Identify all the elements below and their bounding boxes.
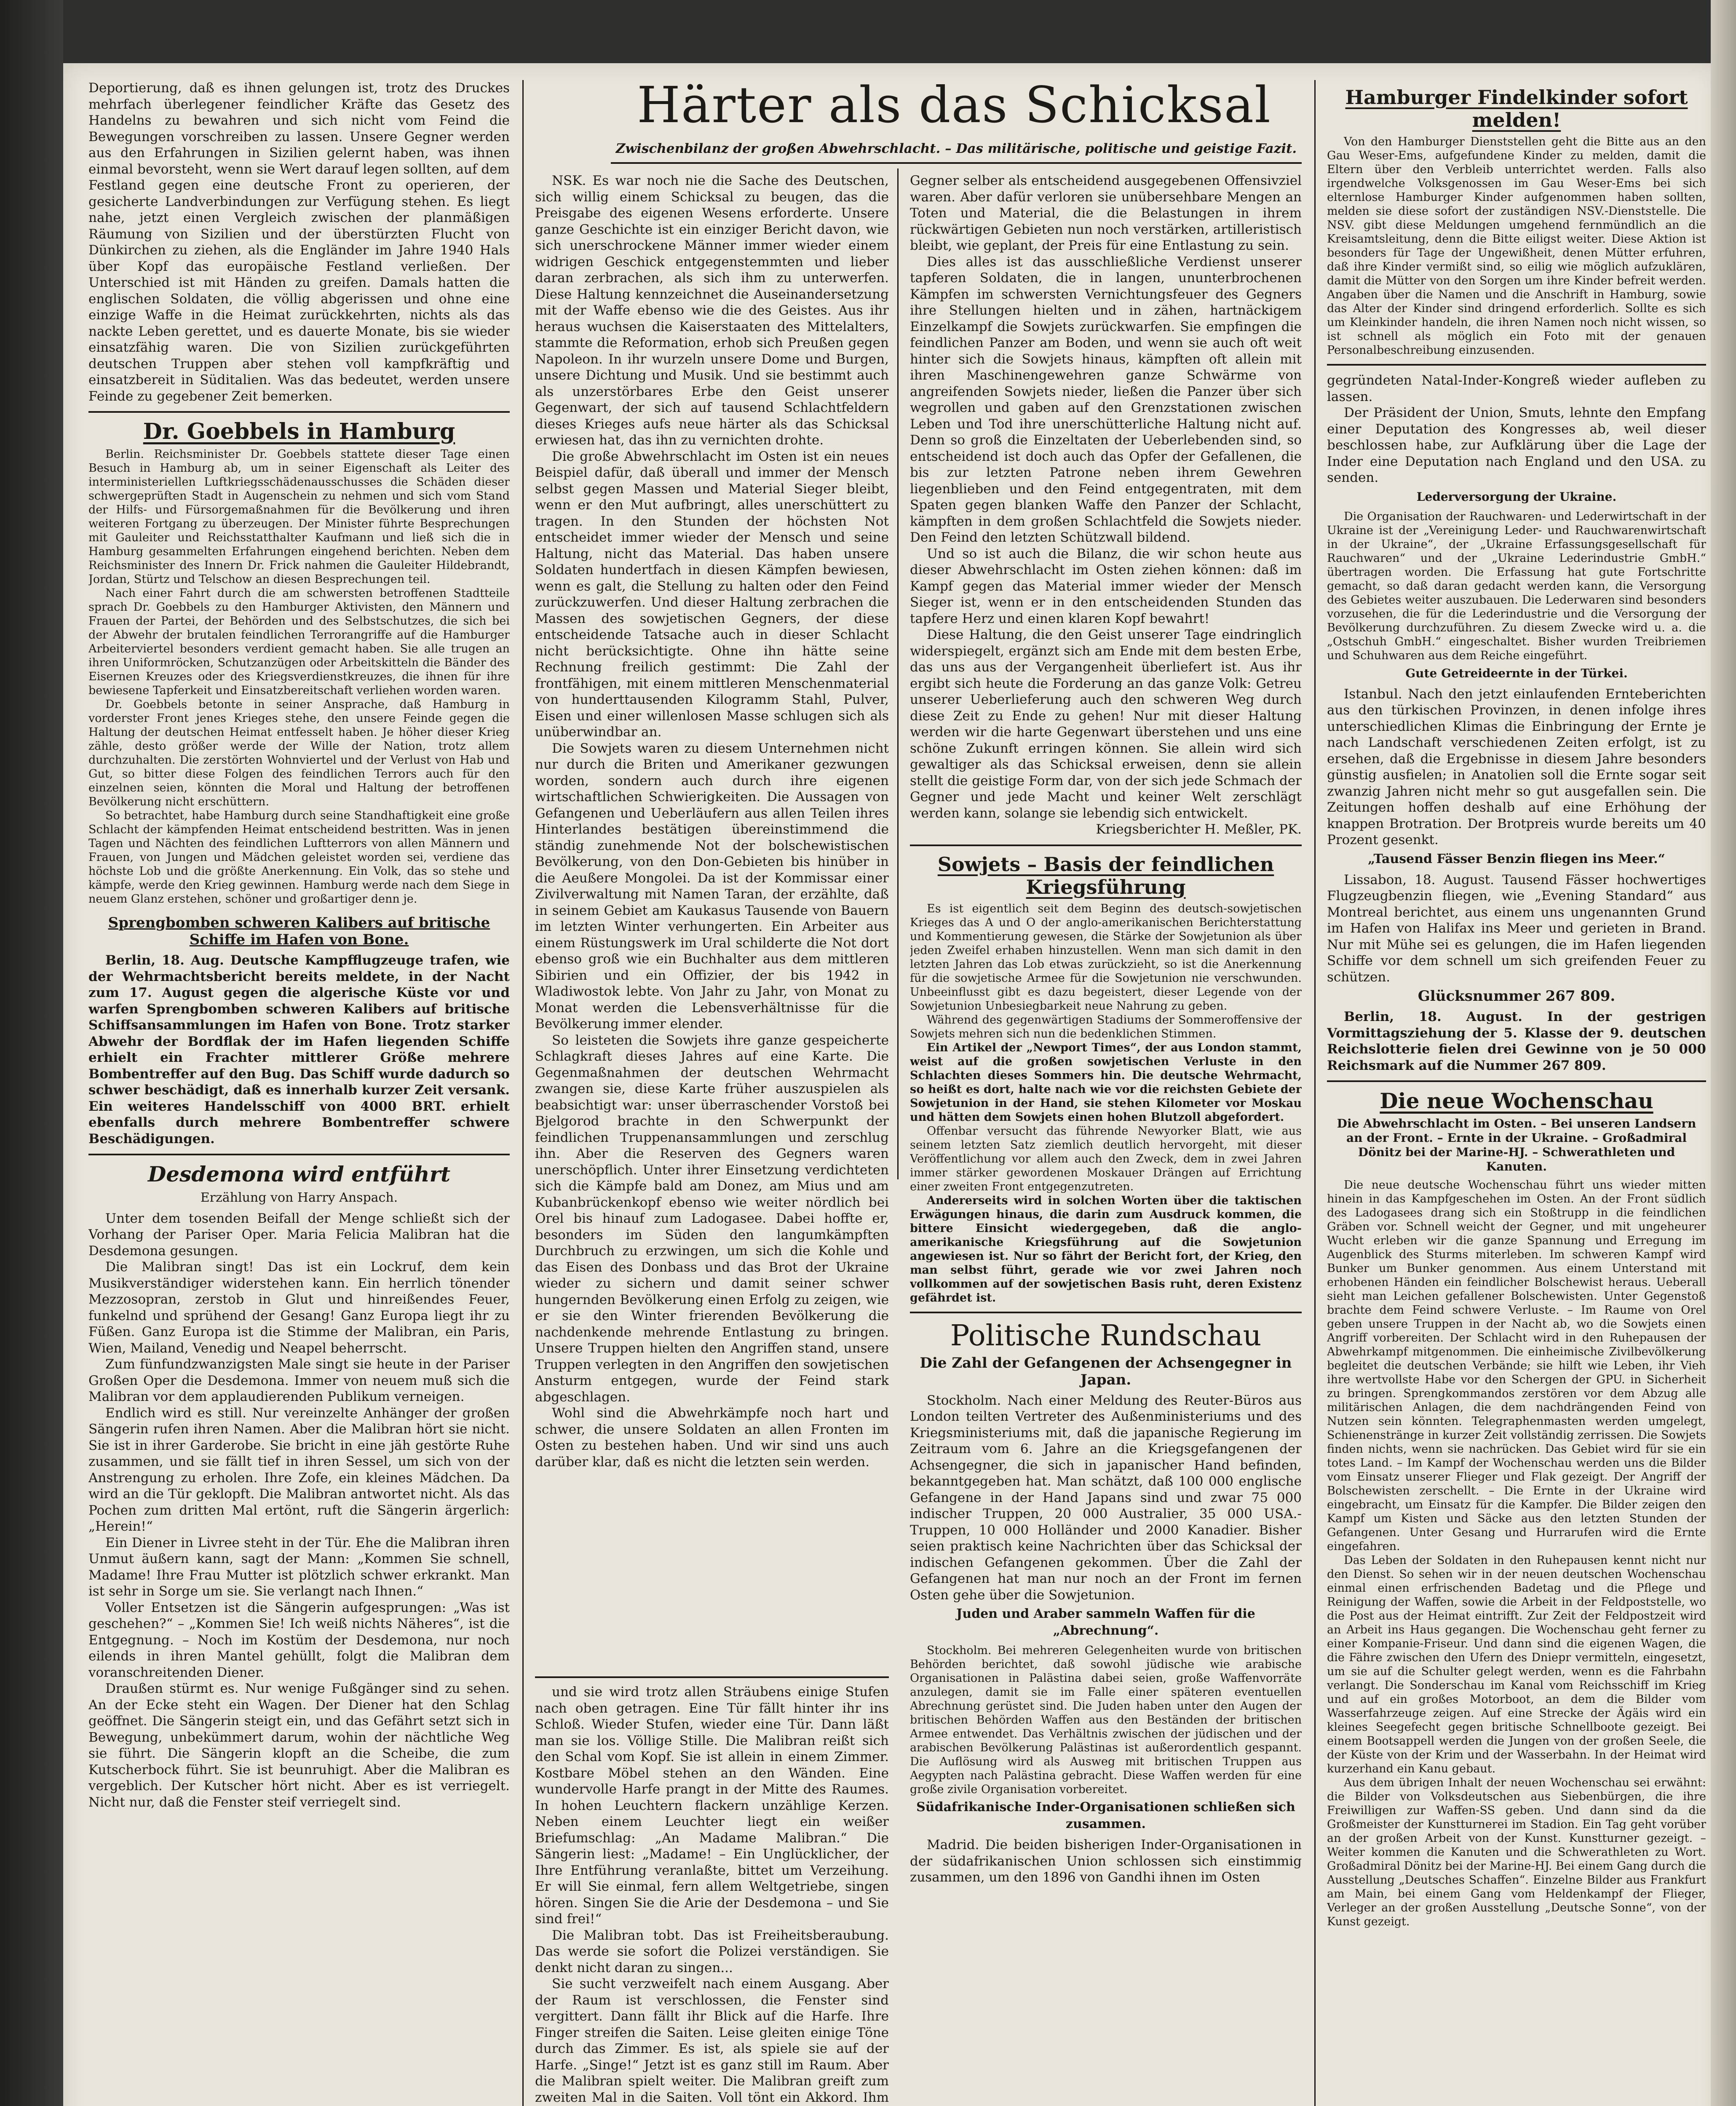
paragraph: Andererseits wird in solchen Worten über die taktischen Erwägungen hinaus, die darin zum Ausdruck kommen, die bittere Einsicht wiedergegeben, daß die anglo-amerikanische Kriegsführung auf die Sowjetunion angewiesen ist. Nur so fährt der Bericht fort, der Krieg, den man selbst führt, gerade wie vor zwei Jahren noch vollkommen auf der sowjetischen Basis ruht, deren Existenz gefährdet ist.: [910, 1194, 1302, 1304]
newspaper-page: [63, 63, 1719, 2106]
column-3: [910, 173, 1302, 2106]
section-subtitle: Die Abwehrschlacht im Osten. – Bei unseren Landsern an der Front. – Ernte in der Ukraine. – Großadmiral Dönitz bei der Marine-HJ. – Schwerathleten und Kanuten.: [1337, 1117, 1696, 1173]
section-subtitle: Südafrikanische Inder-Organisationen schließen sich zusammen.: [916, 1800, 1295, 1831]
paragraph: Der Präsident der Union, Smuts, lehnte den Empfang einer Deputation des Kongresses ab, weil dieser beschlossen habe, zur Aufklärung über die Lage der Inder eine Deputation nach England und den USA. zu senden.: [1327, 405, 1706, 485]
section-subtitle: Juden und Araber sammeln Waffen für die „Abrechnung“.: [956, 1606, 1255, 1638]
divider: [88, 411, 510, 413]
paragraph: Deportierung, daß es ihnen gelungen ist, trotz des Druckes mehrfach überlegener feindlicher Kräfte das Gesetz des Handelns zu bewahren und sich nicht vom Feind die Bewegungen vorschreiben zu lassen. Unsere Gegner werden aus den Erfahrungen in Sizilien gelernt haben, was ihnen einmal bevorsteht, wenn sie Wert darauf legen sollten, auf dem Festland gegen eine deutsche Front zu operieren, der gesicherte Landverbindungen zur Verfügung stehen. Es liegt nahe, jetzt einen Vergleich zwischen der planmäßigen Räumung von Sizilien und der überstürzten Flucht von Dünkirchen zu ziehen, als die Engländer im Jahre 1940 Hals über Kopf das europäische Festland verließen. Der Unterschied ist mit Händen zu greifen. Damals hatten die englischen Soldaten, die völlig abgerissen und ohne eine einzige Waffe in die Heimat zurückkehrten, nichts als das nackte Leben gerettet, und es dauerte Monate, bis sie wieder einsatzfähig waren. Die von Sizilien zurückgeführten deutschen Truppen aber stehen voll kampfkräftig und einsatzbereit in Süditalien. Was das bedeutet, werden unsere Feinde zu gegebener Zeit bemerken.: [88, 80, 510, 404]
section-title: Sowjets – Basis der feindlichen Kriegsführung: [937, 853, 1274, 898]
byline: Erzählung von Harry Anspach.: [200, 1190, 398, 1205]
wochenschau-article: [1327, 1089, 1706, 1929]
paragraph: Die Sowjets waren zu diesem Unternehmen nicht nur durch die Briten und Amerikaner gezwungen worden, sondern auch durch ihre eigenen wirtschaftlichen Schwierigkeiten. Die Aussagen von Gefangenen und Ueberläufern aus allen Teilen ihres Hinterlandes bestätigen übereinstimmend die ständig zunehmende Not der bolschewistischen Bevölkerung, von den Don-Gebieten bis hinüber in die Aeußere Mongolei. Da ist der Kommissar einer Zivilverwaltung mit Namen Taran, der erzählte, daß in seinem Gebiet am Kaukasus Tausende von Bauern im letzten Winter verhungerten. Ein Arbeiter aus einem Rüstungswerk im Ural schilderte die Not dort ebenso groß wie ein Buchhalter aus dem mittleren Sibirien und ein Offizier, der bis 1942 in Wladiwostok lebte. Von Jahr zu Jahr, von Monat zu Monat werden die Lebensverhältnisse für die Bevölkerung immer elender.: [535, 740, 889, 1032]
paragraph: Die große Abwehrschlacht im Osten ist ein neues Beispiel dafür, daß überall und immer der Mensch selbst gegen Massen und Material Sieger bleibt, wenn er den Mut aufbringt, alles unerschüttert zu tragen. In den Stunden der höchsten Not entscheidet immer wieder der Mensch und seine Haltung, nicht das Material. Das haben unsere Soldaten hundertfach in diesen Kämpfen bewiesen, wenn es galt, die Stellung zu halten oder den Feind zurückzuwerfen. Und dieser Haltung zerbrachen die Massen des sowjetischen Gegners, der diese entscheidende Tatsache auch in dieser Schlacht nicht berücksichtigte. Ohne ihn hätte seine Rechnung freilich gestimmt: Die Zahl der frontfähigen, mit einem mittleren Menschenmaterial von hunderttausenden Kilogramm Stahl, Pulver, Eisen und einer willenlosen Masse schlugen sich als unüberwindbar an.: [535, 449, 889, 740]
column-rule-3: [1314, 80, 1316, 2106]
column-rule-2: [897, 168, 899, 1179]
paragraph: So leisteten die Sowjets ihre ganze gespeicherte Schlagkraft dieses Jahres auf eine Karte. Die Gegenmaßnahmen der deutschen Wehrmacht zwangen sie, diese Karte früher auszuspielen als beabsichtigt war: unser überraschender Vorstoß bei Bjelgorod brachte in den Schwerpunkt der feindlichen Truppenansammlungen und zerschlug ihn. Aber die Reserven des Gegners waren unerschöpflich. Unter ihrer Einsetzung verdichteten sich die Kämpfe bald am Donez, am Mius und am Kubanbrückenkopf ebenso wie weiter nördlich bei Orel bis hinauf zum Ladogasee. Dabei hoffte er, besonders im Süden den langumkämpften Durchbruch zu erzwingen, um sich die Kohle und das Eisen des Donbass und das Brot der Ukraine wieder zu sichern und damit seiner schwer hungernden Bevölkerung einen Erfolg zu zeigen, wie er sie den Winter frierenden Bevölkerung die nachdenkende mehrende Entlastung zu bringen. Unsere Truppen hielten den Angriffen stand, unsere Truppen verlegten in den Angriffen den sowjetischen Ansturm entgegen, wurde der Feind stark abgeschlagen.: [535, 1032, 889, 1405]
adjacent-page-edge: [1711, 0, 1736, 2106]
paragraph: Voller Entsetzen ist die Sängerin aufgesprungen: „Was ist geschehen?“ – „Kommen Sie! Ich weiß nichts Näheres“, ist die Entgegnung. – Noch im Kostüm der Desdemona, nur noch eilends in ihren Mantel gehüllt, folgt die Malibran dem voranschreitenden Diener.: [88, 1600, 510, 1680]
divider: [910, 1312, 1302, 1313]
paragraph: Und so ist auch die Bilanz, die wir schon heute aus dieser Abwehrschlacht im Osten ziehen können: daß im Kampf gegen das Material immer wieder der Mensch Sieger ist, wenn er in den entscheidenden Stunden das tapfere Herz und einen klaren Kopf bewahrt!: [910, 546, 1302, 626]
paragraph: Gegner selber als entscheidend ausgegebenen Offensivziel waren. Aber dafür verloren sie unübersehbare Mengen an Toten und Material, die die Belastungen in ihrem rückwärtigen Gebieten nun noch verstärken, artilleristisch bleibt, wie geplant, der Preis für eine Entlastung zu sein.: [910, 173, 1302, 253]
section-title: Sprengbomben schweren Kalibers auf britische Schiffe im Hafen von Bone.: [108, 914, 490, 948]
column-2: [535, 173, 889, 1672]
paragraph: Zum fünfundzwanzigsten Male singt sie heute in der Pariser Großen Oper die Desdemona. Immer von neuem muß sich die Malibran vor dem applaudierenden Publikum verneigen.: [88, 1357, 510, 1404]
findelkinder-article: [1327, 86, 1706, 357]
paragraph: Ein Diener in Livree steht in der Tür. Ehe die Malibran ihren Unmut äußern kann, sagt der Mann: „Kommen Sie schnell, Madame! Ihre Frau Mutter ist plötzlich schwer erkrankt. Man ist sehr in Sorge um sie. Sie verlangt nach Ihnen.“: [88, 1535, 510, 1599]
paragraph: Dr. Goebbels betonte in seiner Ansprache, daß Hamburg in vorderster Front jenes Krieges stehe, den unsere Feinde gegen die Haltung der deutschen Heimat entfesselt haben. Je höher dieser Krieg zähle, desto größer werde der Wille der Nation, trotz allem durchzuhalten. Die zerstörten Wohnviertel und der Verlust von Hab und Gut, so bitter diese Folgen des feindlichen Terrors auch für den einzelnen seien, könnten die Moral und Haltung der betroffenen Bevölkerung nicht erschüttern.: [88, 698, 510, 808]
desdemona-continuation: [535, 1676, 889, 2106]
paragraph: NSK. Es war noch nie die Sache des Deutschen, sich willig einem Schicksal zu beugen, das die Preisgabe des eigenen Wesens erforderte. Unsere ganze Geschichte ist ein einziger Bericht davon, wie sich unerschrockene Männer immer wieder einem widrigen Geschick entgegenstemmten und lieber daran zerbrachen, als sich ihm zu unterwerfen. Diese Haltung kennzeichnet die Auseinandersetzung mit der Waffe ebenso wie die des Geistes. Aus ihr heraus wuchsen die Kaiserstaaten des Mittelalters, stammte die Reformation, erhob sich Preußen gegen Napoleon. In ihr wurzeln unsere Dome und Burgen, unsere Dichtung und Musik. Und sie bestimmt auch als unzerstörbares Erbe den Geist unserer Gegenwart, der sich auf tausend Schlachtfeldern dieses Krieges aufs neue härter als das Schicksal erwiesen hat, das ihn zu vernichten drohte.: [535, 173, 889, 448]
column-1: [88, 80, 510, 2106]
paragraph: Sie sucht verzweifelt nach einem Ausgang. Aber der Raum ist verschlossen, die Fenster sind vergittert. Dann fällt ihr Blick auf die Harfe. Ihre Finger streifen die Saiten. Leise gleiten einige Töne durch das Zimmer. Es ist, als spiele sie auf der Harfe. „Singe!“ Jetzt ist es ganz still im Raum. Aber die Malibran spielt weiter. Die Malibran greift zum zweiten Mal in die Saiten. Voll tönt ein Akkord. Ihm: [535, 1976, 889, 2105]
sowjets-article: [910, 853, 1302, 1305]
section-title: Politische Rundschau: [950, 1319, 1262, 1352]
subheadline: Zwischenbilanz der großen Abwehrschlacht. – Das militärische, politische und geistige Fazit.: [615, 141, 1297, 156]
divider: [910, 845, 1302, 846]
section-title: Hamburger Findelkinder sofort melden!: [1345, 86, 1688, 131]
column-4: [1327, 80, 1706, 2106]
paragraph: Endlich wird es still. Nur vereinzelte Anhänger der großen Sängerin rufen ihren Namen. Aber die Malibran hört sie nicht. Sie ist in ihrer Garderobe. Sie bricht in eine jäh gestörte Ruhe zusammen, und sie fällt tief in ihren Sessel, um sich von der Anstrengung zu erholen. Ihre Zofe, ein kleines Mädchen. Da wird an die Tür geklopft. Die Malibran antwortet nicht. Als das Pochen zum dritten Mal ertönt, ruft die Sängerin ärgerlich: „Herein!“: [88, 1405, 510, 1534]
author-signoff: Kriegsberichter H. Meßler, PK.: [1096, 822, 1302, 837]
paragraph: Es ist eigentlich seit dem Beginn des deutsch-sowjetischen Krieges das A und O der anglo-amerikanischen Berichterstattung und Kommentierung gewesen, die Stärke der Sowjetunion als über jeden Zweifel erhaben hinzustellen. Wenn man sich damit in den letzten Jahren das Lob etwas zurückzieht, so ist die Anerkennung für die sowjetische Armee für die Sowjetunion nie verschwunden. Unbeeinflusst gibt es dazu begeistert, dieser Legende von der Sowjetunion Unbesiegbarkeit neue Nahrung zu geben.: [910, 902, 1302, 1013]
paragraph: Berlin, 18. August. In der gestrigen Vormittagsziehung der 5. Klasse der 9. deutschen Reichslotterie fielen drei Gewinne von je 50 000 Reichsmark auf die Nummer 267 809.: [1327, 1009, 1706, 1073]
paragraph: Wohl sind die Abwehrkämpfe noch hart und schwer, die unsere Soldaten an allen Fronten im Osten zu bestehen haben. Und wir sind uns auch darüber klar, daß es nicht die letzten sein werden.: [535, 1406, 889, 1470]
headline-rule: [611, 162, 1302, 164]
paragraph: So betrachtet, habe Hamburg durch seine Standhaftigkeit eine große Schlacht der kämpfenden Heimat entscheidend bestritten. Was in jenen Tagen und Nächten des feindlichen Luftterrors von allen Männern und Frauen, von Jungen und Mädchen geleistet worden sei, verdiene das höchste Lob und die größte Anerkennung. Ein Volk, das so stehe und kämpfe, werde den Krieg gewinnen. Hamburg werde nach dem Siege in neuem Glanz erstehen, schöner und großartiger denn je.: [88, 809, 510, 906]
binding-edge: [0, 0, 63, 2106]
goebbels-article: [88, 420, 510, 906]
paragraph: Madrid. Die beiden bisherigen Inder-Organisationen in der südafrikanischen Union schlossen sich einstimmig zusammen, um den 1896 von Gandhi ihnen im Osten: [910, 1837, 1302, 1885]
divider: [535, 1676, 889, 1678]
section-subtitle: „Tausend Fässer Benzin fliegen ins Meer.“: [1368, 851, 1665, 866]
desdemona-article: [88, 1162, 510, 1810]
paragraph: Dies alles ist das ausschließliche Verdienst unserer tapferen Soldaten, die in langen, ununterbrochenen Kämpfen im schwersten Vernichtungsfeuer des Gegners ihre Stellungen hielten und in zähen, hartnäckigem Einzelkampf die Sowjets zurückwarfen. Sie empfingen die feindlichen Panzer am Boden, und wenn sie auch oft weit hinter sich die Sowjets hinaus, kämpften oft allein mit ihren Maschinengewehren ganze Schwärme von angreifenden Sowjets nieder, ließen die Panzer über sich wegrollen und gaben auf den Grenzstationen zwischen Leben und Tod ihre unerschütterliche Haltung nicht auf. Denn so groß die Einzeltaten der Ueberlebenden sind, so entscheidend ist doch auch das Opfer der Gefallenen, die bis zur letzten Patrone neben ihrem Gewehren liegenblieben und den Feind entgegentraten, mit dem Spaten gegen blanken Waffe den Panzer der Schlacht, kämpften in dem großen Schlachtfeld die Sowjets nieder. Den Feind den letzten Schützwall bildend.: [910, 254, 1302, 545]
paragraph: Nach einer Fahrt durch die am schwersten betroffenen Stadtteile sprach Dr. Goebbels zu den Hamburger Aktivisten, den Männern und Frauen der Partei, der Behörden und des Selbstschutzes, die sich bei der Abwehr der brutalen feindlichen Terrorangriffe auf die Hamburger Arbeiterviertel besonders verdient gemacht haben. Sie alle trugen an ihren Uniformröcken, Schutzanzügen oder Arbeitskitteln die Bänder des Eisernen Kreuzes oder des Kriegsverdienstkreuzes, die ihnen für ihre bewiesene Tapferkeit und Einsatzbereitschaft verliehen worden waren.: [88, 587, 510, 697]
politische-rundschau: [910, 1320, 1302, 1886]
paragraph: Von den Hamburger Dienststellen geht die Bitte aus an den Gau Weser-Ems, aufgefundene Kinder zu melden, damit die Eltern über den Verbleib unterrichtet werden. Falls also irgendwelche Volksgenossen im Gau Weser-Ems bei sich elternlose Hamburger Kinder aufgenommen haben sollten, melden sie diese sofort der zuständigen NSV.-Dienststelle. Die NSV. gibt diese Meldungen umgehend fernmündlich an die Kreisamtsleitung, denn die Bitte eiligst weiter. Diese Aktion ist besonders für Tage der Ungewißheit, denen Mütter erfuhren, daß ihre Kinder vermißt sind, so eilig wie möglich aufzuklären, damit die Mütter von den Sorgen um ihre Kinder befreit werden. Angaben über die Namen und die Anschrift in Hamburg, sowie das Alter der Kinder sind dringend erforderlich. Sollte es sich um Kleinkinder handeln, die ihren Namen noch nicht wissen, so ist schnell als möglich ein Foto mit der genauen Personalbeschreibung einzusenden.: [1327, 135, 1706, 357]
paragraph: Während des gegenwärtigen Stadiums der Sommeroffensive der Sowjets mehren sich nun die bedenklichen Stimmen.: [910, 1013, 1302, 1040]
paragraph: Die Malibran tobt. Das ist Freiheitsberaubung. Das werde sie sofort die Polizei verständigen. Sie denkt nicht daran zu singen...: [535, 1927, 889, 1975]
section-subtitle: Glücksnummer 267 809.: [1418, 988, 1616, 1005]
paragraph: Die neue deutsche Wochenschau führt uns wieder mitten hinein in das Kampfgeschehen im Osten. An der Front südlich des Ladogasees drang sich ein Stoßtrupp in die feindlichen Gräben vor. Schnell weicht der Gegner, und mit ungeheurer Wucht erleben wir die ganze Spannung und Erregung im Augenblick des Sturms miterleben. Im schweren Kampf wird Bunker um Bunker genommen. Aus einem Unterstand mit erhobenen Händen ein feindlicher Bolschewist heraus. Ueberall sieht man Leichen gefallener Bolschewisten. Unter Gegenstoß brachte dem Feind schwere Verluste. – Im Raume von Orel geben unsere Truppen in der Nacht ab, wo die Sowjets einen Angriff vorbereiten. Der Schlacht wird in den Ruhepausen der Abwehrkampf mitgenommen. Die einheimische Zivilbevölkerung begleitet die deutschen Verbände; sie hilft wie Leben, ihr Vieh ihre wertvollste Habe vor den Schergen der GPU. in Sicherheit zu bringen. Sprengkommandos zerstören vor dem Abzug alle militärischen Anlagen, die dem nachdrängenden Feind von Nutzen sein könnten. Telegraphenmasten werden umgelegt, Schienenstränge in kurzer Zeit vollständig zerrissen. Die Sowjets finden nichts, wenn sie nachrücken. Das Gebiet wird für sie ein totes Land. – Im Kampf der Wochenschau werden uns die Bilder vom Einsatz unserer Flieger und Flak gezeigt. Der Angriff der Bolschewisten zerschellt. – Die Ernte in der Ukraine wird eingebracht, um Einsatz für die Kampfer. Die Bilder zeigen den Kampf um Kisten und Säcke aus den letzten Stunden der Gefangenen. Unter Gesang und Hurrarufen wird die Ernte eingefahren.: [1327, 1179, 1706, 1553]
divider: [1327, 364, 1706, 366]
paragraph: und sie wird trotz allen Sträubens einige Stufen nach oben getragen. Eine Tür fällt hinter ihr ins Schloß. Wieder Stufen, wieder eine Tür. Dann läßt man sie los. Völlige Stille. Die Malibran reißt sich den Schal vom Kopf. Sie ist allein in einem Zimmer. Kostbare Möbel stehen an den Wänden. Eine wundervolle Harfe prangt in der Mitte des Raumes. In hohen Leuchtern flackern unzählige Kerzen. Neben einem Leuchter liegt ein weißer Briefumschlag: „An Madame Malibran.“ Die Sängerin liest: „Madame! – Ein Unglücklicher, der Ihre Entführung veranlaßte, bittet um Verzeihung. Er will Sie einmal, fern allem Weltgetriebe, singen hören. Singen Sie die Arie der Desdemona – und Sie sind frei!“: [535, 1684, 889, 1927]
paragraph: Stockholm. Nach einer Meldung des Reuter-Büros aus London teilten Vertreter des Außenministeriums und des Kriegsministeriums mit, daß die japanische Regierung im Zeitraum vom 6. Jahre an die Kriegsgefangenen der Achsengegner, die sich in japanischer Hand befinden, bekanntgegeben hat. Man schätzt, daß 100 000 englische Gefangene in der Hand Japans sind und zwar 75 000 indischer Truppen, 20 000 Australier, 35 000 USA.-Truppen, 10 000 Holländer und 2000 Kanadier. Bisher seien praktisch keine Nachrichten über das Schicksal der indischen Gefangenen gekommen. Über die Zahl der Gefangenen hat man nur noch an der Front im fernen Osten gehe über die Sowjetunion.: [910, 1392, 1302, 1603]
section-subtitle: Gute Getreideernte in der Türkei.: [1405, 666, 1628, 680]
headline: Härter als das Schicksal: [637, 76, 1271, 134]
paragraph: Das Leben der Soldaten in den Ruhepausen kennt nicht nur den Dienst. So sehen wir in der neuen deutschen Wochenschau einmal einen erfrischenden Badetag und die Pflege und Reinigung der Waffen, sowie die Arbeit in der Feldpoststelle, wo die Post aus der Heimat eintrifft. Zur Zeit der Feldpostzeit wird an Arbeit ins Haus gegangen. Die Wochenschau geht ferner zu einer Kompanie-Friseur. Und dann sind die eigenen Wagen, die die Fähre zwischen den Ufern des Dniepr vermitteln, eingesetzt, um sie auf die Schulter gelegt werden, wenn es die Fahrbahn verlangt. Die Sonderschau im Kanal vom Reichsschiff im Krieg und auf ein großes Motorboot, an dem die Bilder vom Wasserfahrzeuge zeigen. Auf eine Strecke der Ägäis wird ein kleines Seegefecht gegen britische Schnellboote gezeigt. Bei einem Bootsappell werden die Jungen von der großen Seele, die der Küste von der Krim und der Wasserbahn. In der Heimat wird kurzerhand ein Kanu gebaut.: [1327, 1554, 1706, 1775]
paragraph: Die Organisation der Rauchwaren- und Lederwirtschaft in der Ukraine ist der „Vereinigung Leder- und Rauchwarenwirtschaft in der Ukraine“, der „Ukraine Erfassungsgesellschaft für Rauchwaren“ und der „Ukraine Lederindustrie GmbH.“ übertragen worden. Die Erfassung hat gute Fortschritte gemacht, so daß daran gedacht werden kann, die Versorgung des Gebietes weiter auszubauen. Die Lederwaren sind besonders vorzusehen, die für die Lederindustrie und die Versorgung der Bevölkerung durchzuführen. Zu diesem Zwecke wird u. a. die „Ostschuh GmbH.“ eingeschaltet. Bisher wurden Treibriemen und Schuhwaren aus dem Reiche eingeführt.: [1327, 510, 1706, 662]
paragraph: Stockholm. Bei mehreren Gelegenheiten wurde von britischen Behörden berichtet, daß sowohl jüdische wie arabische Organisationen in Palästina dabei seien, große Waffenvorräte anzulegen, damit sie im Falle einer späteren eventuellen Abrechnung gerüstet sind. Die Juden haben unter den Augen der britischen Behörden Waffen aus den Beständen der britischen Armee entwendet. Das Verhältnis zwischen der jüdischen und der arabischen Bevölkerung Palästinas ist außerordentlich gespannt. Die Auflösung wird als Ausweg mit britischen Truppen aus Aegypten nach Palästina gebracht. Diese Waffen werden für eine große zivile Organisation vorbereitet.: [910, 1644, 1302, 1796]
paragraph: Berlin. Reichsminister Dr. Goebbels stattete dieser Tage einen Besuch in Hamburg ab, um in seiner Eigenschaft als Leiter des interministeriellen Luftkriegsschädenausschusses die Schäden dieser schwergeprüften Stadt in Augenschein zu nehmen und sich vom Stand der Hilfs- und Fürsorgemaßnahmen für die Bevölkerung und ihren weiteren Fortgang zu überzeugen. Der Minister führte Besprechungen mit Gauleiter und Reichsstatthalter Kaufmann und ließ sich die in Hamburg gesammelten Erfahrungen eingehend berichten. Neben dem Reichsminister des Innern Dr. Frick nahmen die Gauleiter Hildebrandt, Jordan, Stürtz und Telschow an diesen Besprechungen teil.: [88, 448, 510, 586]
column-rule-1: [522, 80, 524, 2106]
divider: [1327, 1080, 1706, 1082]
paragraph: Ein Artikel der „Newport Times“, der aus London stammt, weist auf die großen sowjetischen Verluste in den Schlachten dieses Sommers hin. Die deutsche Wehrmacht, so heißt es dort, halte nach wie vor die reichsten Gebiete der Sowjetunion in der Hand, sie stehen Kilometer vor Moskau und hätten dem Sowjets einen hohen Blutzoll abgefordert.: [910, 1041, 1302, 1124]
section-title: Desdemona wird entführt: [147, 1162, 451, 1187]
paragraph: Aus dem übrigen Inhalt der neuen Wochenschau sei erwähnt: die Bilder von Volksdeutschen aus Siebenbürgen, die ihre Freiwilligen zur Waffen-SS geben. Und dann sind da die Großmeister der Kunstturnerei im Stadion. Ein Tag geht vorüber an der großen Arbeit von der Kunst. Kunstturner gezeigt. – Weiter kommen die Kanuten und die Schwerathleten zu Wort. Großadmiral Dönitz bei der Marine-HJ. Bei einem Gang durch die Ausstellung „Deutsches Schaffen“. Einzelne Bilder aus Frankfurt am Main, bei einem Gang vom Heldenkampf der Flieger, Verleger an der großen Ausstellung „Deutsche Sonne“, von der Kunst gezeigt.: [1327, 1776, 1706, 1928]
paragraph: Die Malibran singt! Das ist ein Lockruf, dem kein Musikverständiger widerstehen kann. Ein herrlich tönender Mezzosopran, zerstob in Glut und hinreißendes Feuer, funkelnd und sprühend der Gesang! Ganz Europa liegt ihr zu Füßen. Ganz Europa ist die Stimme der Malibran, ein Paris, Wien, Mailand, Venedig und Neapel beherrscht.: [88, 1259, 510, 1356]
paragraph: gegründeten Natal-Inder-Kongreß wieder aufleben zu lassen.: [1327, 373, 1706, 404]
paragraph: Draußen stürmt es. Nur wenige Fußgänger sind zu sehen. An der Ecke steht ein Wagen. Der Diener hat den Schlag geöffnet. Die Sängerin steigt ein, und das Gefährt setzt sich in Bewegung, unbekümmert darum, wohin der nächtliche Weg sie führt. Die Sängerin klopft an die Scheibe, die zum Kutscherbock führt. Sie ist beunruhigt. Aber die Malibran es vergeblich. Der Kutscher hört nicht. Aber es ist verriegelt. Nicht nur, daß die Fenster steif verriegelt sind.: [88, 1681, 510, 1810]
paragraph: Offenbar versucht das führende Newyorker Blatt, wie aus seinem letzten Satz ziemlich deutlich hervorgeht, mit dieser Veröffentlichung vor allem auch den Zweck, dem in zwei Jahren immer stärker gewordenen Moskauer Drängen auf Errichtung einer zweiten Front entgegenzutreten.: [910, 1124, 1302, 1193]
sprengbomben-article: [88, 914, 510, 1147]
paragraph: Diese Haltung, die den Geist unserer Tage eindringlich widerspiegelt, ergänzt sich am Ende mit dem besten Erbe, das uns aus der Vergangenheit überliefert ist. Aus ihr ergibt sich heute die Forderung an das ganze Volk: Getreu unserer Ueberlieferung auch den schweren Weg durch diese Zeit zu Ende zu gehen! Nur mit dieser Haltung werden wir die harte Gegenwart überstehen und uns eine schöne Zukunft erringen können. Sie allein wird sich gewaltiger als das Schicksal erweisen, denn sie allein stellt die geistige Form dar, von der sich jede Schmach der Gegner und jede Macht und keiner Welt zerschlägt werden kann, solange sie lebendig sich entwickelt.: [910, 627, 1302, 821]
section-title: Dr. Goebbels in Hamburg: [143, 419, 455, 444]
section-title: Die neue Wochenschau: [1380, 1088, 1653, 1113]
col1-top-article: [88, 80, 510, 404]
paragraph: Berlin, 18. Aug. Deutsche Kampfflugzeuge trafen, wie der Wehrmachtsbericht bereits meldete, in der Nacht zum 17. August gegen die algerische Küste vor und warfen Sprengbomben schweren Kalibers auf britische Schiffsansammlungen im Hafen von Bone. Trotz starker Abwehr der Bordflak der im Hafen liegenden Schiffe erhielt ein Frachter mittlerer Größe mehrere Bombentreffer auf den Bug. Das Schiff wurde dadurch so schwer beschädigt, daß es innerhalb kurzer Zeit versank. Ein weiteres Handelsschiff von 4000 BRT. erhielt ebenfalls durch mehrere Bombentreffer schwere Beschädigungen.: [88, 953, 510, 1147]
paragraph: Lissabon, 18. August. Tausend Fässer hochwertiges Flugzeugbenzin fliegen, wie „Evening Standard“ aus Montreal berichtet, aus einem uns ungenannten Grund im Hafen von Halifax ins Meer und gerieten in Brand. Nur mit Mühe sei es gelungen, die im Hafen liegenden Schiffe vor dem schnell um sich greifenden Feuer zu schützen.: [1327, 872, 1706, 985]
divider: [88, 1154, 510, 1155]
section-subtitle: Die Zahl der Gefangenen der Achsengegner in Japan.: [920, 1354, 1292, 1388]
paragraph: Unter dem tosenden Beifall der Menge schließt sich der Vorhang der Pariser Oper. Maria Felicia Malibran hat die Desdemona gesungen.: [88, 1211, 510, 1259]
paragraph: Istanbul. Nach den jetzt einlaufenden Ernteberichten aus den türkischen Provinzen, in denen infolge ihres unterschiedlichen Klimas die Einbringung der Ernte je nach Landschaft verschiedenen Zeiten erfolgt, ist zu ersehen, daß die Ergebnisse in diesem Jahre besonders günstig ausfielen; in Anatolien soll die Ernte sogar seit zwanzig Jahren nicht mehr so gut ausgefallen sein. Die Zeitungen hoffen deshalb auf eine Erhöhung der knappen Brotration. Der Brotpreis wurde bereits um 40 Prozent gesenkt.: [1327, 686, 1706, 847]
section-subtitle: Lederversorgung der Ukraine.: [1416, 489, 1617, 504]
